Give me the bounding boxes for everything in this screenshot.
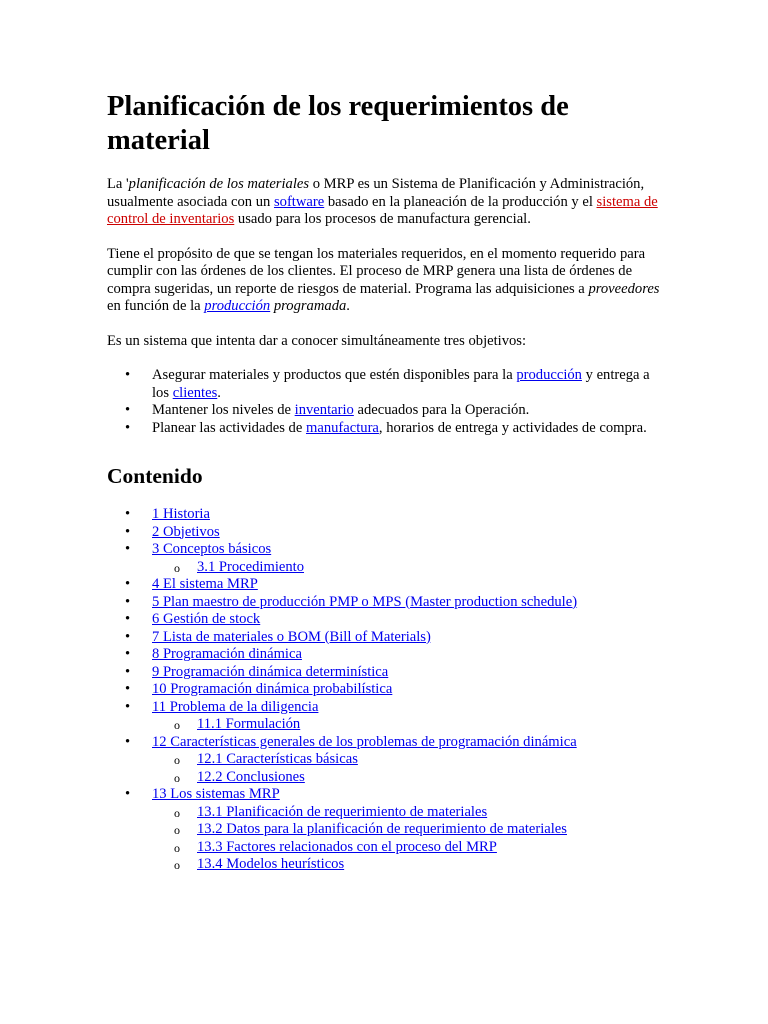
- toc-item: [152, 629, 667, 647]
- toc-item: [152, 664, 667, 682]
- toc-item: [152, 541, 667, 576]
- toc-item: [152, 576, 667, 594]
- toc-sublink[interactable]: 12.1 Características básicas: [197, 751, 358, 767]
- toc-subitem: [197, 559, 667, 577]
- objective-text: Asegurar materiales y productos que estén disponibles para la: [152, 367, 517, 383]
- intro-paragraph: [107, 176, 667, 229]
- toc-item: [152, 681, 667, 699]
- toc-item: [152, 506, 667, 524]
- intro-text-1: La ': [107, 176, 129, 192]
- inventory-control-link[interactable]: sistema de control de inventarios: [107, 193, 658, 227]
- purpose-text-1: Tiene el propósito de que se tengan los materiales requeridos, en el momento requerido para cumplir con las órdenes de los clientes. El proceso de MRP genera una lista de órdenes de compra sugeridas, un reporte de riesgos de material. Programa las adquisiciones a: [107, 245, 646, 297]
- objectives-intro: Es un sistema que intenta dar a conocer simultáneamente tres objetivos:: [107, 332, 527, 349]
- toc-sublink[interactable]: 13.4 Modelos heurísticos: [197, 856, 345, 872]
- toc-link[interactable]: 11 Problema de la diligencia: [152, 698, 319, 715]
- software-link[interactable]: software: [273, 193, 325, 210]
- toc-subitem: [197, 769, 667, 787]
- purpose-text-3: .: [346, 298, 350, 314]
- toc-link[interactable]: 9 Programación dinámica determinística: [152, 663, 389, 680]
- toc-link[interactable]: 6 Gestión de stock: [152, 611, 261, 627]
- toc-sublink[interactable]: 11.1 Formulación: [197, 716, 301, 732]
- intro-text-2: o MRP es un Sistema de Planificación y Administración, usualmente asociada con un: [107, 176, 645, 210]
- objective-item: [152, 402, 667, 420]
- page-title: Planificación de los requerimientos de material: [107, 91, 569, 156]
- toc-link[interactable]: 5 Plan maestro de producción PMP o MPS (Master production schedule): [152, 593, 578, 610]
- objective-text: , horarios de entrega y actividades de compra.: [378, 419, 647, 436]
- toc-link[interactable]: 8 Programación dinámica: [152, 646, 302, 662]
- toc-item: [152, 699, 667, 734]
- toc-sublink[interactable]: 12.2 Conclusiones: [197, 768, 305, 785]
- toc-link[interactable]: 12 Características generales de los problemas de programación dinámica: [152, 733, 577, 750]
- produccion-link[interactable]: producción: [204, 298, 271, 314]
- toc-link[interactable]: 3 Conceptos básicos: [152, 541, 272, 557]
- toc-item: [152, 611, 667, 629]
- objective-text: Planear las actividades de: [152, 419, 306, 436]
- contents-heading: Contenido: [107, 464, 203, 488]
- toc-item: [152, 734, 667, 787]
- toc-item: [152, 594, 667, 612]
- toc-link[interactable]: 7 Lista de materiales o BOM (Bill of Materials): [152, 628, 431, 645]
- objective-item: [152, 420, 667, 438]
- purpose-italic-proveedores: proveedores: [588, 280, 660, 297]
- purpose-italic-programada: programada: [270, 298, 347, 314]
- produccion-link[interactable]: producción: [516, 367, 582, 383]
- article: [107, 90, 667, 874]
- toc-item: [152, 786, 667, 874]
- toc-sublink[interactable]: 13.2 Datos para la planificación de requerimiento de materiales: [197, 821, 567, 837]
- toc-subitem: [197, 716, 667, 734]
- toc-sublist: [152, 716, 667, 734]
- toc-link[interactable]: 4 El sistema MRP: [152, 576, 258, 592]
- toc-sublink[interactable]: 13.1 Planificación de requerimiento de materiales: [197, 803, 488, 820]
- toc-sublist: [152, 559, 667, 577]
- toc-subitem: [197, 821, 667, 839]
- inventario-link[interactable]: inventario: [294, 402, 354, 418]
- intro-text-3: basado en la planeación de la producción y el: [324, 193, 597, 210]
- toc-item: [152, 646, 667, 664]
- toc-sublink[interactable]: 3.1 Procedimiento: [197, 558, 305, 575]
- objectives-list: [107, 367, 667, 437]
- toc-subitem: [197, 804, 667, 822]
- toc-link[interactable]: 13 Los sistemas MRP: [152, 786, 280, 802]
- toc-item: [152, 524, 667, 542]
- toc-link[interactable]: 1 Historia: [152, 506, 210, 522]
- table-of-contents: [107, 506, 667, 874]
- manufactura-link[interactable]: manufactura: [305, 419, 379, 436]
- toc-sublist: [152, 804, 667, 874]
- toc-link[interactable]: 10 Programación dinámica probabilística: [152, 681, 393, 697]
- objective-text: .: [217, 384, 221, 401]
- purpose-paragraph: [107, 246, 667, 316]
- purpose-text-2: en función de la: [107, 298, 205, 314]
- toc-subitem: [197, 839, 667, 857]
- toc-sublist: [152, 751, 667, 786]
- objective-text: adecuados para la Operación.: [353, 402, 530, 418]
- intro-italic-term: planificación de los materiales: [128, 176, 310, 192]
- intro-text-4: usado para los procesos de manufactura gerencial.: [234, 211, 531, 227]
- toc-link[interactable]: 2 Objetivos: [152, 523, 220, 540]
- objective-text: Mantener los niveles de: [152, 402, 295, 418]
- toc-subitem: [197, 856, 667, 874]
- objective-text: y entrega a los: [152, 367, 650, 401]
- clientes-link[interactable]: clientes: [172, 384, 218, 401]
- toc-subitem: [197, 751, 667, 769]
- toc-sublink[interactable]: 13.3 Factores relacionados con el proceso del MRP: [197, 838, 497, 855]
- objective-item: [152, 367, 667, 402]
